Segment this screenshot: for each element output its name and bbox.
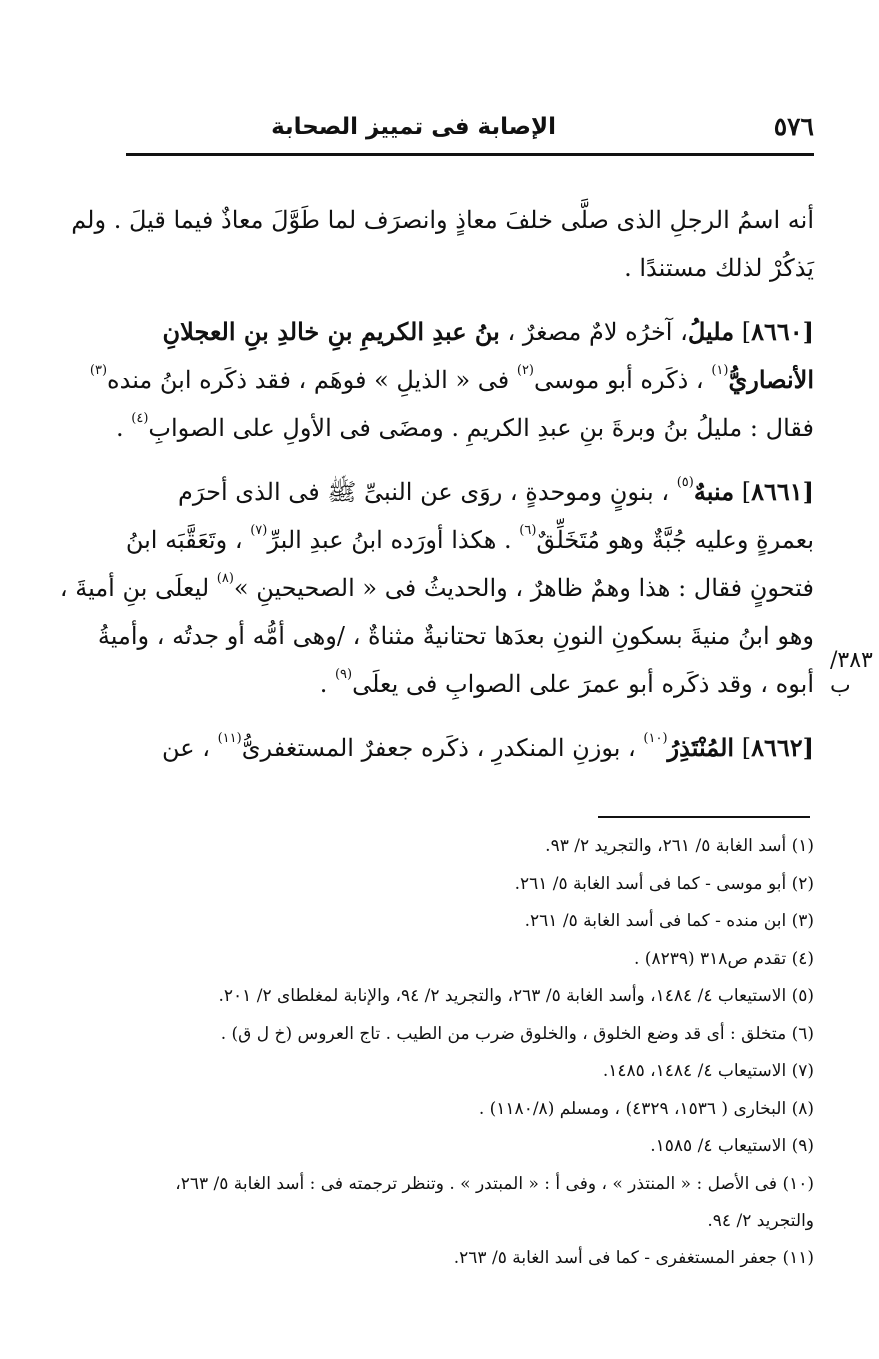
footnote-ref: (٨) xyxy=(216,571,234,586)
footnote-ref: (٦) xyxy=(519,523,537,538)
entry-name: مليلُ xyxy=(687,317,735,346)
footnote: (٩) الاستيعاب ٤/ ١٥٨٥. xyxy=(650,1136,814,1156)
footnote-ref: (١١) xyxy=(217,731,242,746)
footnote: (٦) متخلق : أى قد وضع الخلوق ، والخلوق ضرب من الطيب . تاج العروس (خ ل ق) . xyxy=(220,1023,814,1044)
entry-8660-line: فقال : مليلُ بنُ وبرةَ بنِ عبدِ الكريمِ . ومضَى فى الأولِ على الصوابِ$^{(٤)}$ . xyxy=(116,411,814,442)
footnote-ref: (٤) xyxy=(131,411,149,426)
footnote-ref: (٣) xyxy=(89,363,108,378)
entry-8662-line: [٨٦٦٢] المُنْتَذِرُ$^{(١٠)}$ ، بوزنِ المنكدرِ ، ذكَره جعفرٌ المستغفرىُّ$^{(١١)}$ ، عن xyxy=(161,731,814,762)
header-rule xyxy=(126,153,814,156)
footnote: (٧) الاستيعاب ٤/ ١٤٨٤، ١٤٨٥. xyxy=(602,1061,814,1081)
entry-number: [٨٦٦١ xyxy=(751,477,814,506)
entry-name: منبهٌ xyxy=(693,477,735,506)
footnote: (٤) تقدم ص٣١٨ (٨٢٣٩) . xyxy=(634,948,814,969)
footnote: (٢) أبو موسى - كما فى أسد الغابة ٥/ ٢٦١. xyxy=(514,873,814,894)
footnote-separator xyxy=(598,816,810,818)
entry-8660-line: [٨٦٦٠] مليلُ، آخرُه لامٌ مصغرٌ ، بنُ عبدِ الكريمِ بنِ خالدِ بنِ العجلانِ xyxy=(162,317,814,346)
footnotes xyxy=(126,828,814,1277)
entry-number: [٨٦٦٢ xyxy=(751,733,814,762)
entry-number: [٨٦٦٠ xyxy=(751,317,814,346)
footnote: (١) أسد الغابة ٥/ ٢٦١، والتجريد ٢/ ٩٣. xyxy=(545,836,814,856)
footnote-ref: (١٠) xyxy=(643,731,668,746)
text-line: أنه اسمُ الرجلِ الذى صلَّى خلفَ معاذٍ وانصرَف لما طَوَّلَ معاذٌ فيما قيلَ . ولم xyxy=(71,206,814,234)
manuscript-folio-ref: ٣٨٣/ب xyxy=(830,648,873,698)
footnote: (١٠) فى الأصل : « المنتذر » ، وفى أ : « المبتدر » . وتنظر ترجمته فى : أسد الغابة ٥/ ٢٦٣، والتجريد ٢/ ٩٤. xyxy=(175,1173,814,1231)
footnote-ref: (٢) xyxy=(516,363,534,378)
main-text xyxy=(59,196,814,772)
footnote: (٣) ابن منده - كما فى أسد الغابة ٥/ ٢٦١. xyxy=(524,911,814,931)
footnote: (١١) جعفر المستغفرى - كما فى أسد الغابة ٥/ ٢٦٣. xyxy=(453,1247,814,1268)
entry-8660-line: الأنصاريُّ$^{(١)}$ ، ذكَره أبو موسى$^{(٢)}$ فى « الذيلِ » فوهَم ، فقد ذكَره ابنُ منده$^{(٣)}$ xyxy=(89,363,814,394)
book-title: الإصابة فى تمييز الصحابة xyxy=(271,114,556,140)
footnote-ref: (٧) xyxy=(250,523,268,538)
running-header xyxy=(126,108,814,144)
entry-8661-line: [٨٦٦١] منبهٌ$^{(٥)}$ ، بنونٍ وموحدةٍ ، روَى عن النبىِّ ﷺ فى الذى أحرَم xyxy=(178,475,814,506)
entry-8661-line: وهو ابنُ منيةَ بسكونِ النونِ بعدَها تحتانيةٌ مثناةٌ ، /وهى أمُّه أو جدتُه ، وأميةُ xyxy=(97,622,814,650)
text-line: يَذكُرْ لذلك مستندًا . xyxy=(624,254,814,282)
entry-8661-line: بعمرةٍ وعليه جُبَّةٌ وهو مُتَخَلِّقٌ$^{(٦)}$ . هكذا أورَده ابنُ عبدِ البرِّ$^{(٧)}$ ، وتَعَقَّبَه ابنُ xyxy=(125,523,814,554)
footnote-ref: (١) xyxy=(711,363,729,378)
footnote: (٥) الاستيعاب ٤/ ١٤٨٤، وأسد الغابة ٥/ ٢٦٣، والتجريد ٢/ ٩٤، والإنابة لمغلطاى ٢/ ٢٠١. xyxy=(218,986,814,1006)
footnote: (٨) البخارى ( ١٥٣٦، ٤٣٢٩) ، ومسلم (١١٨٠/٨) . xyxy=(478,1098,814,1119)
entry-8661-line: فتحونٍ فقال : هذا وهمٌ ظاهرٌ ، والحديثُ فى « الصحيحينِ »$^{(٨)}$ ليعلَى بنِ أميةَ ، xyxy=(59,571,814,602)
page-number: ٥٧٦ xyxy=(773,112,814,141)
entry-name: المُنْتَذِرُ xyxy=(667,733,735,762)
entry-8661-line: أبوه ، وقد ذكَره أبو عمرَ على الصوابِ فى يعلَى$^{(٩)}$ . xyxy=(319,667,814,698)
footnote-ref: (٩) xyxy=(334,667,353,682)
footnote-ref: (٥) xyxy=(676,475,694,490)
